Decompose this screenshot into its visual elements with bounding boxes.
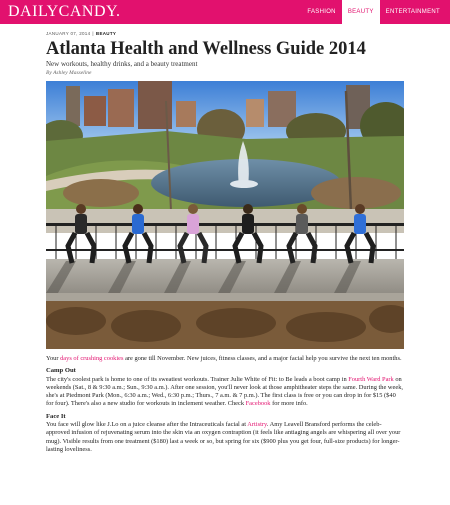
nav-item-entertainment[interactable]: ENTERTAINMENT: [385, 9, 440, 15]
article-body: [46, 355, 404, 454]
article-date: JANUARY 07, 2014: [46, 31, 91, 36]
camp-out-text-1: The city's coolest park is home to one of its sweatiest workouts. Trainer Julie White of Fit: to Be leads a boot camp in: [46, 375, 349, 383]
camp-out-paragraph: [46, 376, 404, 409]
camp-out-text-2: on weekends (Sat., 8 & 9:30 a.m.; Sun., 9:30 a.m.). After one session, you'll never look at those amphitheater steps the same. During the week, she's at Piedmont Park (Mon., 6:30 a.m.; Wed., 6:30 p.m.; Thurs., 7 a.m. & 7 p.m.). The first class is free or you can drop in for $15 ($40 for four). There's also a new studio for workouts in inclement weather. Check: [46, 375, 403, 408]
hero-image: [46, 81, 404, 349]
nav-item-fashion[interactable]: FASHION: [307, 9, 336, 15]
top-navigation-bar: [0, 0, 450, 24]
article-subtitle: New workouts, healthy drinks, and a beauty treatment: [46, 60, 198, 68]
page-title: Atlanta Health and Wellness Guide 2014: [46, 39, 366, 59]
days-of-crushing-cookies-link[interactable]: days of crushing cookies: [60, 355, 124, 362]
hero-photo-illustration: [46, 81, 404, 349]
dailycandy-logo[interactable]: DAILYCANDY.: [8, 3, 121, 20]
intro-text-2: are gone till November. New juices, fitness classes, and a major facial help you survive the next ten months.: [123, 355, 402, 362]
face-it-text-1: You face will glow like J.Lo on a juice cleanse after the Intraceuticals facial at: [46, 421, 248, 429]
face-it-text-2: . Amy Leavell Bransford performs the celeb-approved infusion of rejuvenating serum into the skin via an oxygen contraption (it feels like antiaging angels are whispering all over your mug). Visible results from one treatment ($180) last a week or so, but spring for six ($900 plus you get four, full-size products) for longer-lasting loveliness.: [46, 421, 401, 453]
section-heading-face-it: Face It: [46, 412, 66, 420]
intro-paragraph: [46, 355, 404, 363]
article-meta: [46, 31, 116, 36]
article-category[interactable]: BEAUTY: [95, 31, 117, 36]
article-byline: By Ashley Masseline: [46, 70, 92, 76]
face-it-paragraph: [46, 421, 404, 454]
intro-text: Your: [46, 355, 61, 362]
camp-out-text-3: for more info.: [270, 400, 308, 408]
meta-separator: |: [92, 31, 94, 36]
facebook-link[interactable]: Facebook: [245, 400, 271, 408]
artistry-link[interactable]: Artistry: [247, 421, 267, 429]
section-heading-camp-out: Camp Out: [46, 367, 76, 375]
nav-item-beauty[interactable]: BEAUTY: [342, 0, 380, 24]
nav-menu: [301, 0, 446, 24]
fourth-ward-park-link[interactable]: Fourth Ward Park: [348, 375, 394, 383]
